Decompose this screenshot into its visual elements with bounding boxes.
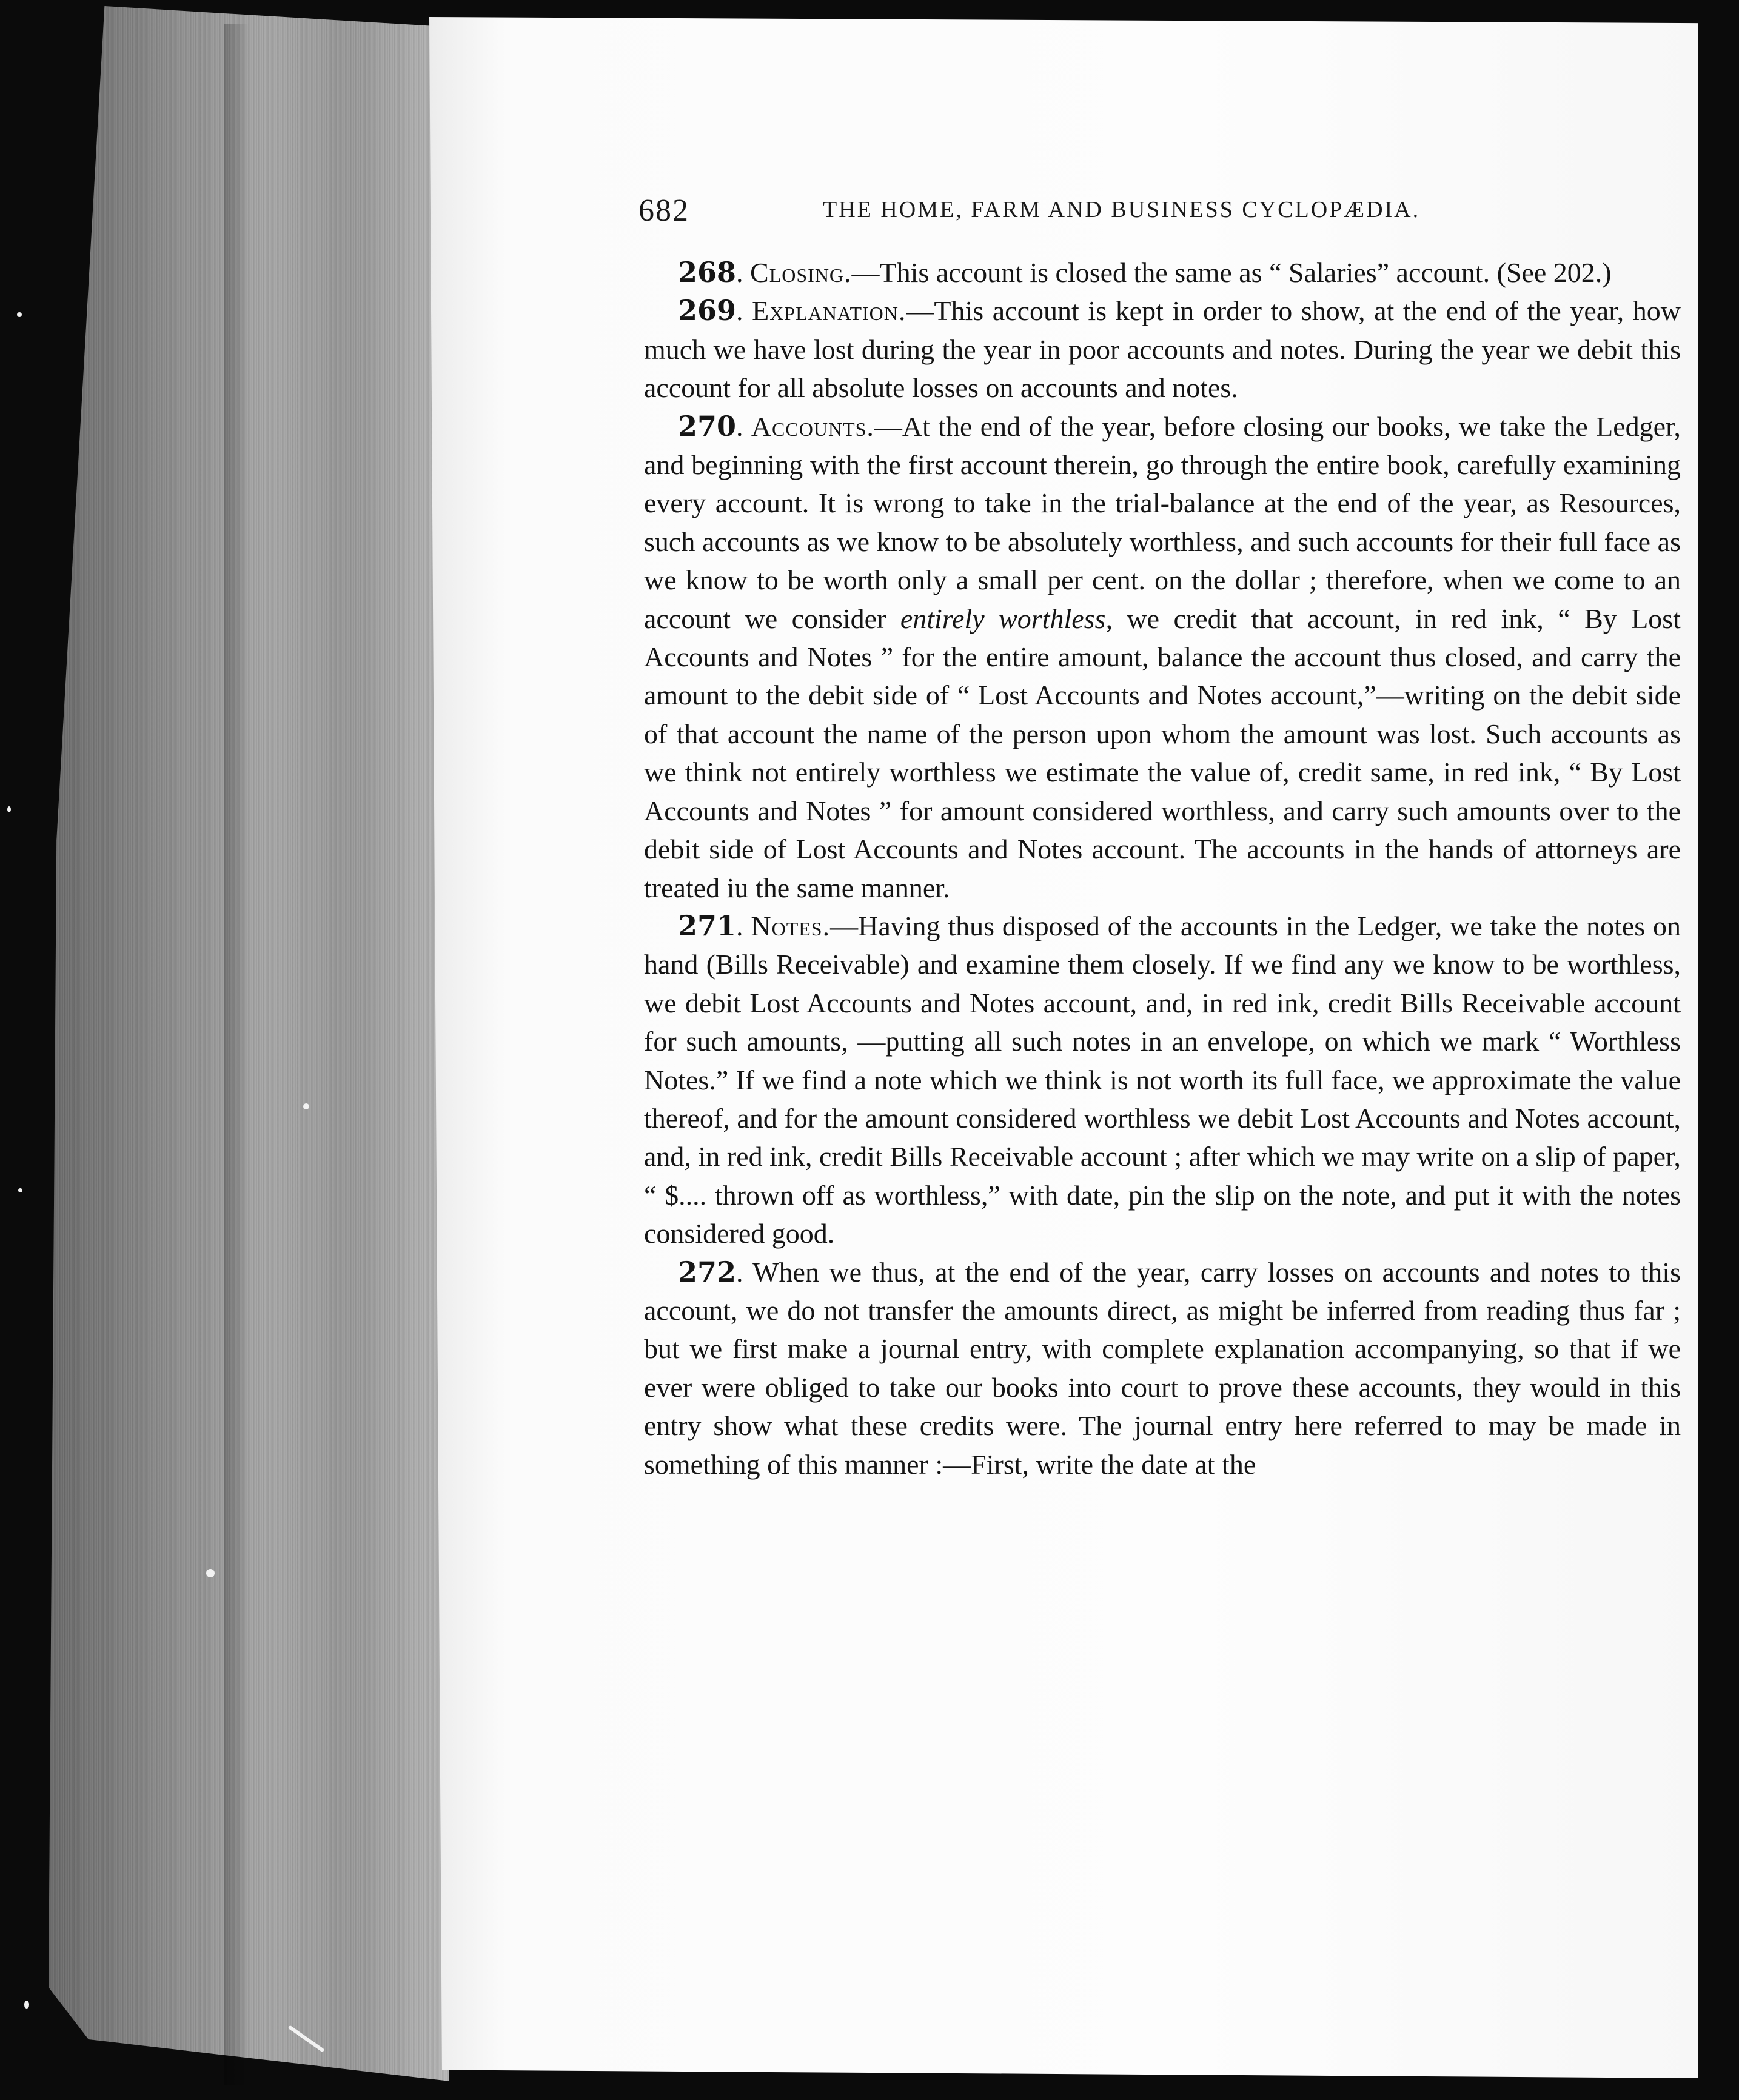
body-text bbox=[644, 253, 1681, 1483]
dust-speck bbox=[17, 312, 22, 317]
paragraph-number: 271 bbox=[678, 909, 737, 942]
paragraph-269: 269. Explanation.—This account is kept in order to show, at the end of the year, how much we have lost during the year in poor accounts and notes. During the year we debit this account for all absolute losses on accounts and notes. bbox=[644, 294, 1681, 404]
dust-speck bbox=[24, 2001, 29, 2009]
dust-speck bbox=[18, 1188, 22, 1192]
paragraph-heading: Closing. bbox=[750, 257, 852, 288]
paragraph-number: 270 bbox=[678, 409, 737, 443]
dust-speck bbox=[303, 1103, 309, 1109]
paragraph-text: —At the end of the year, before closing our books, we take the Ledger, and beginning with the first account therein, go through the entire book, carefully examining every account. It is wrong to take in the trial-balance at the end of the year, as Resources, such accounts as we know to be absolutely worthless, and such accounts for their full face as we know to be worth only a small per cent. on the dollar ; therefore, when we come to an account we consider bbox=[644, 410, 1681, 634]
paragraph-272: 272. When we thus, at the end of the year, carry losses on accounts and notes to this account, we do not transfer the amounts direct, as might be inferred from reading thus far ; but we first make a journal entry, with complete explanation accompanying, so that if we ever were obliged to take our books into court to prove these accounts, they would in this entry show what these credits were. The journal entry here referred to may be made in something of this manner :—First, write the date at the bbox=[644, 1255, 1681, 1480]
paragraph-268: 268. Closing.—This account is closed the same as “ Salaries” account. (See 202.) bbox=[678, 256, 1612, 289]
running-header bbox=[638, 193, 1512, 235]
paragraph-number: 272 bbox=[678, 1255, 737, 1288]
paragraph-number: 268 bbox=[678, 256, 737, 289]
paragraph-271: 271. Notes.—Having thus disposed of the accounts in the Ledger, we take the notes on hand (Bills Receivable) and examine them closely. If we find any we know to be worthless, we debit Lost Accounts and Notes account, and, in red ink, credit Bills Receivable account for such amounts, —putting all such notes in an envelope, on which we mark “ Worthless Notes.” If we find a note which we think is not worth its full face, we approximate the value thereof, and for the amount considered worthless we debit Lost Accounts and Notes account, and, in red ink, credit Bills Receivable account ; after which we may write on a slip of paper, “ $.... thrown off as worthless,” with date, pin the slip on the note, and put it with the notes considered good. bbox=[644, 909, 1681, 1249]
running-title: THE HOME, FARM AND BUSINESS CYCLOPÆDIA. bbox=[823, 197, 1421, 222]
paragraph-270: 270. Accounts.—At the end of the year, before closing our books, we take the Ledger, and beginning with the first account therein, go through the entire book, carefully examining every account. It is wrong to take in the trial-balance at the end of the year, as Resources, such accounts as we know to be absolutely worthless, and such accounts for their full face as we know to be worth only a small per cent. on the dollar ; therefore, when we come to an account we consider entirely worthless, we credit that account, in red ink, “ By Lost Accounts and Notes ” for the entire amount, balance the account thus closed, and carry the amount to the debit side of “ Lost Accounts and Notes account,”—writing on the debit side of that account the name of the person upon whom the amount was lost. Such accounts as we think not entirely worthless we estimate the value of, credit same, in red ink, “ By Lost Accounts and Notes ” for amount considered worthless, and carry such amounts over to the debit side of Lost Accounts and Notes account. The accounts in the hands of attorneys are treated iu the same manner. bbox=[644, 409, 1681, 903]
page-edge-shadow bbox=[224, 24, 249, 2085]
paragraph-text: —This account is closed the same as “ Salaries” account. (See 202.) bbox=[851, 257, 1612, 288]
paragraph-heading: Accounts. bbox=[751, 410, 874, 442]
paragraph-heading: Notes. bbox=[751, 910, 831, 941]
book-page-edges bbox=[49, 6, 449, 2092]
paragraph-heading: Explanation. bbox=[752, 295, 906, 327]
dust-speck bbox=[206, 1569, 215, 1577]
italic-phrase: entirely worthless, bbox=[900, 603, 1113, 634]
scan-border bbox=[1698, 0, 1739, 2100]
page-number: 682 bbox=[638, 193, 689, 228]
dust-speck bbox=[7, 806, 11, 812]
paragraph-text-continued: we credit that account, in red ink, “ By Lost Accounts and Notes ” for the entire amount, balance the account thus closed, and carry the amount to the debit side of “ Lost Accounts and Notes account,”—writing on the debit side of that account the name of the person upon whom the amount was lost. Such accounts as we think not entirely worthless we estimate the value of, credit same, in red ink, “ By Lost Accounts and Notes ” for amount considered worthless, and carry such amounts over to the debit side of Lost Accounts and Notes account. The accounts in the hands of attorneys are treated iu the same manner. bbox=[644, 603, 1681, 903]
paragraph-text: —This account is kept in order to show, at the end of the year, how much we have lost during the year in poor accounts and notes. During the year we debit this account for all absolute losses on accounts and notes. bbox=[644, 295, 1681, 404]
paragraph-text: When we thus, at the end of the year, carry losses on accounts and notes to this account, we do not transfer the amounts direct, as might be inferred from reading thus far ; but we first make a journal entry, with complete explanation accompanying, so that if we ever were obliged to take our books into court to prove these accounts, they would in this entry show what these credits were. The journal entry here referred to may be made in something of this manner :—First, write the date at the bbox=[644, 1256, 1681, 1480]
paragraph-number: 269 bbox=[678, 294, 737, 327]
paragraph-text: —Having thus disposed of the accounts in the Ledger, we take the notes on hand (Bills Receivable) and examine them closely. If we find any we know to be worthless, we debit Lost Accounts and Notes account, and, in red ink, credit Bills Receivable account for such amounts, —putting all such notes in an envelope, on which we mark “ Worthless Notes.” If we find a note which we think is not worth its full face, we approximate the value thereof, and for the amount considered worthless we debit Lost Accounts and Notes account, and, in red ink, credit Bills Receivable account ; after which we may write on a slip of paper, “ $.... thrown off as worthless,” with date, pin the slip on the note, and put it with the notes considered good. bbox=[644, 910, 1681, 1249]
